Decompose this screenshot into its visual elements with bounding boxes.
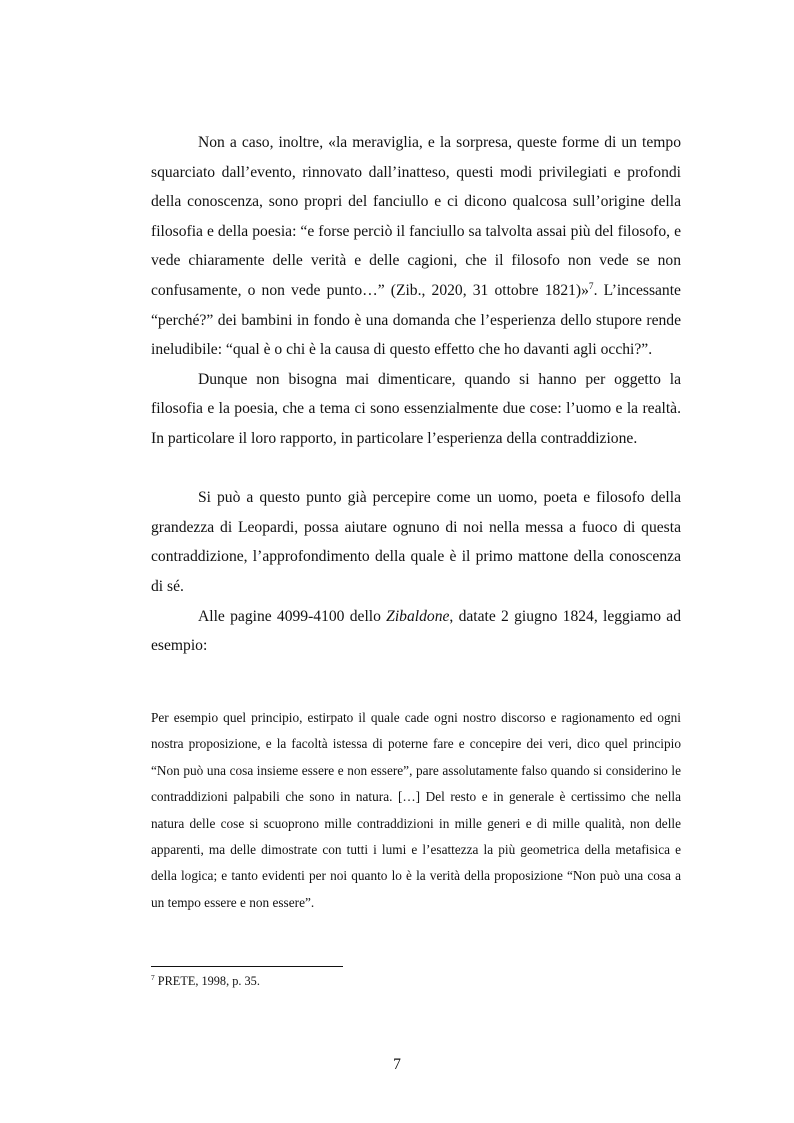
paragraph-3: Si può a questo punto già percepire come un uomo, poeta e filosofo della grandezza di Leopardi, possa aiutare ognuno di noi nella messa a fuoco di questa contraddizione, l’approfondimento della quale è il primo mattone della conoscenza di sé. [151,489,681,595]
paragraph-4 [151,602,681,661]
body-text [151,128,681,661]
footnote-number: 7 [151,972,155,982]
footnote [151,973,260,989]
book-title-italic: Zibaldone [386,607,450,625]
block-quote: Per esempio quel principio, estirpato il quale cade ogni nostro discorso e ragionamento ed ogni nostra proposizione, e la facoltà istessa di poterne fare e concepire dei veri, dico quel principio “Non può una cosa insieme essere e non essere”, pare assolutamente falso quando si considerino le contraddizioni palpabili che sono in natura. […] Del resto e in generale è certissimo che nella natura delle cose si scuoprono mille contraddizioni in mille generi e di mille qualità, non delle apparenti, ma delle dimostrate con tutti i lumi e l’esattezza la più geometrica della metafisica e della logica; e tanto evidenti per noi quanto lo è la verità della proposizione “Non può una cosa a un tempo essere e non essere”. [151,710,681,910]
paragraph-1-text: Non a caso, inoltre, «la meraviglia, e la sorpresa, queste forme di un tempo squarciato dall’evento, rinnovato dall’inatteso, questi modi privilegiati e profondi della conoscenza, sono propri del fanciullo e ci dicono qualcosa sull’origine della filosofia e della poesia: “e forse perciò il fanciullo sa talvolta assai più del filosofo, e vede chiaramente delle verità e delle cagioni, che il filosofo non vede se non confusamente, o non vede punto…” (Zib., 2020, 31 ottobre 1821)» [151,134,681,299]
footnote-separator [151,966,343,967]
page-number: 7 [393,1056,401,1073]
paragraph-1 [151,128,681,365]
paragraph-spacer [151,454,681,484]
paragraph-4-text-after: , datate 2 giugno 1824, leggiamo ad esempio: [151,607,681,655]
paragraph-4-text-before: Alle pagine 4099-4100 dello [198,607,387,625]
footnote-reference[interactable]: 7 [588,281,594,292]
footnote-text: PRETE, 1998, p. 35. [154,974,260,988]
paragraph-1-text-continued: . L’incessante “perché?” dei bambini in fondo è una domanda che l’esperienza dello stupore rende ineludibile: “qual è o chi è la causa di questo effetto che ho davanti agli occhi?”. [151,281,681,359]
paragraph-2: Dunque non bisogna mai dimenticare, quando si hanno per oggetto la filosofia e la poesia, che a tema ci sono essenzialmente due cose: l’uomo e la realtà. In particolare il loro rapporto, in particolare l’esperienza della contraddizione. [151,370,681,447]
